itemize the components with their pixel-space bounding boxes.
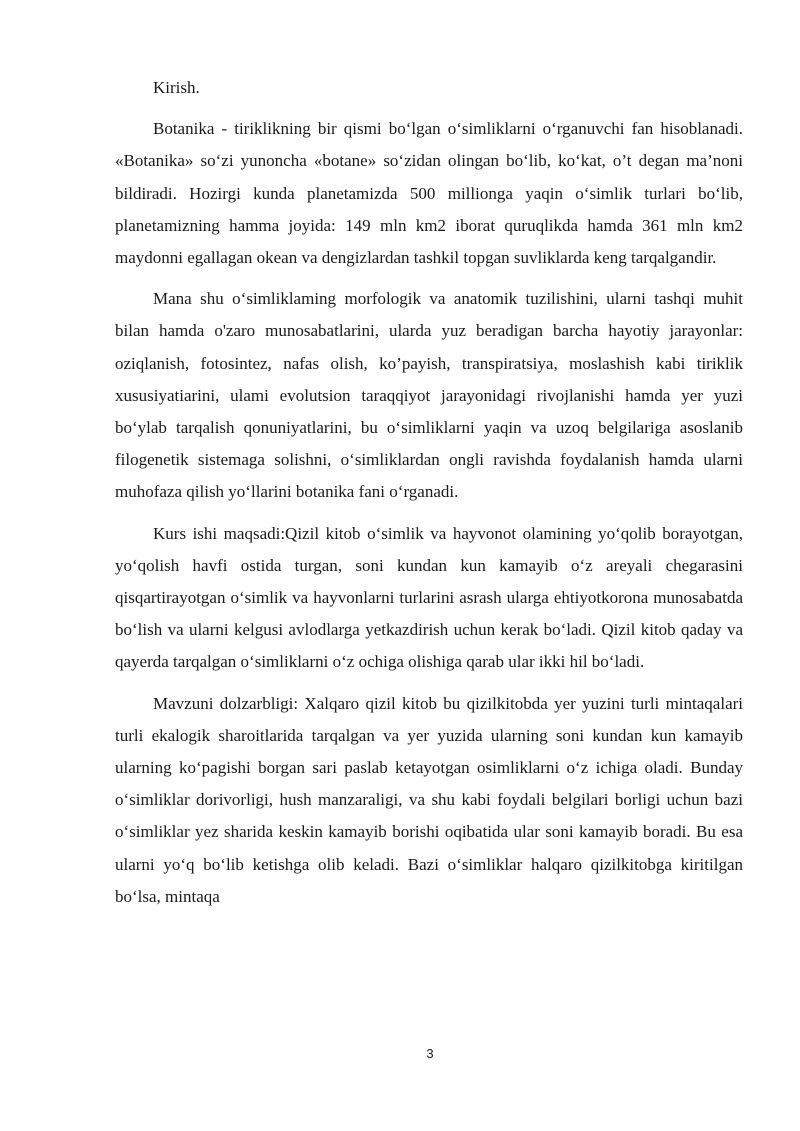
paragraph-relevance: Mavzuni dolzarbligi: Xalqaro qizil kitob bu qizilkitobda yer yuzini turli mintaqalari turli ekalogik sharoitlarida tarqalgan va yer yuzida ularning soni kundan kun kamayib ularning ko‘pagishi borgan sari paslab ketayotgan osimliklarni o‘z ichiga oladi. Bunday o‘simliklar dorivorligi, hush manzaraligi, va shu kabi foydali belgilari borligi uchun bazi o‘simliklar yez sharida keskin kamayib borishi oqibatida ular soni kamayib boradi. Bu esa ularni yo‘q bo‘lib ketishga olib keladi. Bazi o‘simliklar halqaro qizilkitobga kiritilgan bo‘lsa, mintaqa: [115, 693, 743, 906]
section-heading: Kirish.: [153, 78, 200, 97]
page-number: 3: [426, 1046, 434, 1061]
paragraph-morphology: Mana shu o‘simliklaming morfologik va anatomik tuzilishini, ularni tashqi muhit bilan hamda o'zaro munosabatlarini, ularda yuz beradigan barcha hayotiy jarayonlar: oziqlanish, fotosintez, nafas olish, ko’payish, transpiratsiya, moslashish kabi tiriklik xususiyatiarini, ulami evolutsion taraqqiyot jarayonidagi rivojlanishi hamda yer yuzi bo‘ylab tarqalish qonuniyatlarini, bu o‘simliklarni yaqin va uzoq belgilariga asoslanib filogenetik sistemaga solishni, o‘simliklardan ongli ravishda foydalanish hamda ularni muhofaza qilish yo‘llarini botanika fani o‘rganadi.: [115, 289, 743, 502]
paragraph-botanika: Botanika - tiriklikning bir qismi bo‘lgan o‘simliklarni o‘rganuvchi fan hisoblanadi. «Botanika» so‘zi yunoncha «botane» so‘zidan olingan bo‘lib, ko‘kat, o’t degan ma’noni bildiradi. Hozirgi kunda planetamizda 500 millionga yaqin o‘simlik turlari bo‘lib, planetamizning hamma joyida: 149 mln km2 iborat quruqlikda hamda 361 mln km2 maydonni egallagan okean va dengizlardan tashkil topgan suvliklarda keng tarqalgandir.: [115, 119, 743, 268]
body-text: [115, 72, 743, 922]
paragraph-purpose: Kurs ishi maqsadi:Qizil kitob o‘simlik va hayvonot olamining yo‘qolib borayotgan, yo‘qolish havfi ostida turgan, soni kundan kun kamayib o‘z areyali chegarasini qisqartirayotgan o‘simlik va hayvonlarni turlarini asrash ularga ehtiyotkorona munosabatda bo‘lish va ularni kelgusi avlodlarga yetkazdirish uchun kerak bo‘ladi. Qizil kitob qaday va qayerda tarqalgan o‘simliklarni o‘z ochiga olishiga qarab ular ikki hil bo‘ladi.: [115, 523, 743, 672]
